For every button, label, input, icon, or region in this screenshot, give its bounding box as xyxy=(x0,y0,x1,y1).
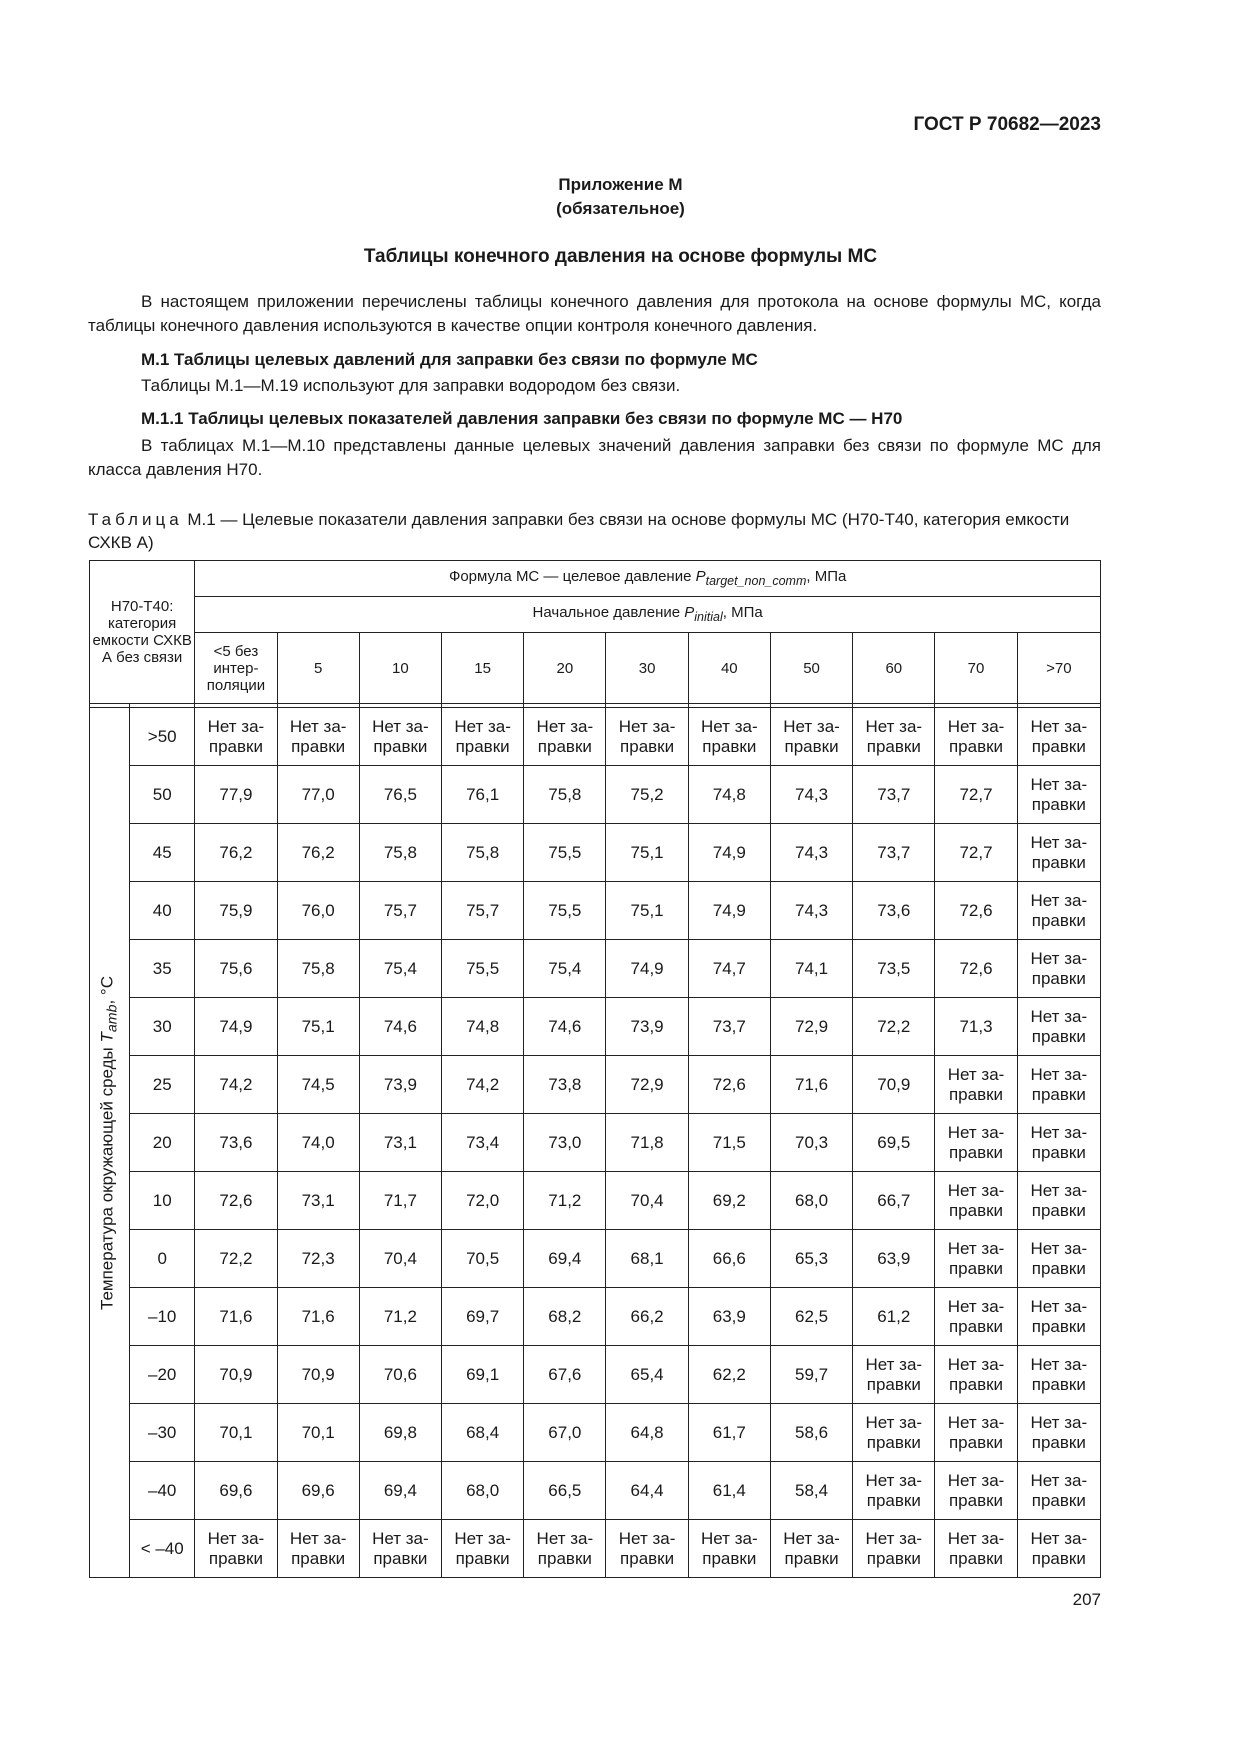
axis-suffix: , °C xyxy=(96,975,116,1005)
table-cell: 66,5 xyxy=(524,1462,606,1520)
table-cell: 70,9 xyxy=(195,1346,277,1404)
table-cell: Нет за-правки xyxy=(935,1462,1017,1520)
table-cell: Нет за-правки xyxy=(277,1520,359,1578)
table-cell: Нет за-правки xyxy=(1017,1462,1100,1520)
table-cell: 72,7 xyxy=(935,766,1017,824)
table-cell: 64,8 xyxy=(606,1404,688,1462)
table-cell: 74,8 xyxy=(442,998,524,1056)
caption-label: Таблица xyxy=(88,510,183,529)
table-cell: 73,9 xyxy=(359,1056,441,1114)
table-cell: Нет за-правки xyxy=(1017,708,1100,766)
table-cell: 66,7 xyxy=(853,1172,935,1230)
table-cell: 69,5 xyxy=(853,1114,935,1172)
row-temperature: 0 xyxy=(130,1230,195,1288)
row-temperature: >50 xyxy=(130,708,195,766)
row-temperature: 35 xyxy=(130,940,195,998)
column-header: <5 без интер-поляции xyxy=(195,633,277,704)
table-cell: 75,7 xyxy=(442,882,524,940)
table-cell: 70,1 xyxy=(195,1404,277,1462)
table-cell: 65,3 xyxy=(770,1230,852,1288)
initial-header-suffix: , МПа xyxy=(722,603,763,621)
table-cell: Нет за-правки xyxy=(770,1520,852,1578)
table-cell: 74,1 xyxy=(770,940,852,998)
table-cell: 70,6 xyxy=(359,1346,441,1404)
table-row xyxy=(90,708,1101,766)
column-header: 60 xyxy=(853,633,935,704)
table-cell: 75,1 xyxy=(606,824,688,882)
table-cell: 73,7 xyxy=(688,998,770,1056)
table-cell: 75,9 xyxy=(195,882,277,940)
table-cell: 71,6 xyxy=(195,1288,277,1346)
table-cell: 62,5 xyxy=(770,1288,852,1346)
table-cell: 68,0 xyxy=(442,1462,524,1520)
table-cell: 76,1 xyxy=(442,766,524,824)
table-cell: 58,6 xyxy=(770,1404,852,1462)
table-row xyxy=(90,1288,1101,1346)
table-cell: Нет за-правки xyxy=(1017,1114,1100,1172)
table-cell: Нет за-правки xyxy=(195,708,277,766)
table-cell: Нет за-правки xyxy=(935,1404,1017,1462)
table-cell: Нет за-правки xyxy=(935,708,1017,766)
column-header: 30 xyxy=(606,633,688,704)
table-cell: 71,2 xyxy=(524,1172,606,1230)
column-header: 70 xyxy=(935,633,1017,704)
table-cell: Нет за-правки xyxy=(935,1346,1017,1404)
table-cell: 71,5 xyxy=(688,1114,770,1172)
table-cell: 62,2 xyxy=(688,1346,770,1404)
section-m11-heading: М.1.1 Таблицы целевых показателей давления заправки без связи по формуле МС — Н70 xyxy=(141,409,903,428)
table-cell: 69,7 xyxy=(442,1288,524,1346)
table-cell: Нет за-правки xyxy=(1017,940,1100,998)
row-temperature: –30 xyxy=(130,1404,195,1462)
table-cell: 75,5 xyxy=(524,882,606,940)
table-cell: Нет за-правки xyxy=(442,708,524,766)
table-row xyxy=(90,1114,1101,1172)
table-cell: 63,9 xyxy=(688,1288,770,1346)
table-cell: 70,9 xyxy=(853,1056,935,1114)
row-temperature: –10 xyxy=(130,1288,195,1346)
table-cell: 75,5 xyxy=(442,940,524,998)
table-row xyxy=(90,998,1101,1056)
table-cell: 72,0 xyxy=(442,1172,524,1230)
column-header: 5 xyxy=(277,633,359,704)
section-m1-text: Таблицы М.1—М.19 используют для заправки водородом без связи. xyxy=(141,376,681,395)
table-cell: 65,4 xyxy=(606,1346,688,1404)
table-cell: 74,5 xyxy=(277,1056,359,1114)
table-cell: 75,7 xyxy=(359,882,441,940)
table-cell: Нет за-правки xyxy=(853,1462,935,1520)
table-cell: 69,4 xyxy=(524,1230,606,1288)
table-cell: 69,6 xyxy=(277,1462,359,1520)
table-row xyxy=(90,824,1101,882)
main-title: Таблицы конечного давления на основе формулы МС xyxy=(363,246,878,267)
table-cell: Нет за-правки xyxy=(1017,1404,1100,1462)
table-cell: 61,2 xyxy=(853,1288,935,1346)
table-cell: 68,2 xyxy=(524,1288,606,1346)
column-header: 20 xyxy=(524,633,606,704)
row-temperature: 50 xyxy=(130,766,195,824)
table-cell: Нет за-правки xyxy=(770,708,852,766)
table-cell: Нет за-правки xyxy=(688,708,770,766)
table-cell: 75,5 xyxy=(524,824,606,882)
table-cell: 69,1 xyxy=(442,1346,524,1404)
row-temperature: 25 xyxy=(130,1056,195,1114)
table-cell: 69,2 xyxy=(688,1172,770,1230)
table-cell: Нет за-правки xyxy=(935,1056,1017,1114)
table-cell: 70,4 xyxy=(359,1230,441,1288)
table-cell: 77,9 xyxy=(195,766,277,824)
table-cell: 75,6 xyxy=(195,940,277,998)
table-cell: Нет за-правки xyxy=(935,1114,1017,1172)
table-cell: 63,9 xyxy=(853,1230,935,1288)
table-cell: Нет за-правки xyxy=(1017,1288,1100,1346)
table-cell: Нет за-правки xyxy=(606,708,688,766)
table-cell: 68,1 xyxy=(606,1230,688,1288)
table-cell: 72,6 xyxy=(935,940,1017,998)
table-cell: 69,6 xyxy=(195,1462,277,1520)
table-cell: Нет за-правки xyxy=(853,1346,935,1404)
table-cell: 72,6 xyxy=(688,1056,770,1114)
table-cell: 76,0 xyxy=(277,882,359,940)
row-temperature: 45 xyxy=(130,824,195,882)
table-cell: 76,2 xyxy=(277,824,359,882)
table-corner-label: Н70-Т40: категория емкости СХКВ А без связи xyxy=(90,561,195,704)
table-cell: 61,4 xyxy=(688,1462,770,1520)
column-header: 50 xyxy=(770,633,852,704)
table-cell: 73,6 xyxy=(853,882,935,940)
table-cell: 74,0 xyxy=(277,1114,359,1172)
table-row xyxy=(90,1520,1101,1578)
table-cell: 70,1 xyxy=(277,1404,359,1462)
temperature-axis-label xyxy=(90,708,130,1578)
table-cell: 70,5 xyxy=(442,1230,524,1288)
table-row xyxy=(90,1172,1101,1230)
table-cell: 69,4 xyxy=(359,1462,441,1520)
table-cell: 73,9 xyxy=(606,998,688,1056)
table-cell: 70,9 xyxy=(277,1346,359,1404)
table-cell: 74,6 xyxy=(359,998,441,1056)
table-cell: 74,9 xyxy=(195,998,277,1056)
table-cell: 73,0 xyxy=(524,1114,606,1172)
table-cell: 74,7 xyxy=(688,940,770,998)
table-cell: Нет за-правки xyxy=(853,708,935,766)
axis-prefix: Температура окружающей среды xyxy=(96,1041,116,1310)
table-cell: 74,3 xyxy=(770,766,852,824)
table-cell: 66,2 xyxy=(606,1288,688,1346)
table-cell: Нет за-правки xyxy=(1017,1346,1100,1404)
table-cell: 64,4 xyxy=(606,1462,688,1520)
column-header: 10 xyxy=(359,633,441,704)
caption-text: М.1 — Целевые показатели давления заправки без связи на основе формулы МС (Н70-Т40, категория емкости СХКВ А) xyxy=(88,510,1070,552)
table-cell: Нет за-правки xyxy=(524,708,606,766)
table-cell: Нет за-правки xyxy=(935,1172,1017,1230)
table-row xyxy=(90,1230,1101,1288)
table-cell: 73,4 xyxy=(442,1114,524,1172)
column-header: 15 xyxy=(442,633,524,704)
table-cell: Нет за-правки xyxy=(1017,882,1100,940)
table-row xyxy=(90,766,1101,824)
table-cell: Нет за-правки xyxy=(1017,766,1100,824)
table-cell: 72,7 xyxy=(935,824,1017,882)
table-cell: 59,7 xyxy=(770,1346,852,1404)
table-cell: 72,6 xyxy=(195,1172,277,1230)
column-header: 40 xyxy=(688,633,770,704)
initial-header-p: P xyxy=(684,603,695,621)
table-cell: 72,9 xyxy=(770,998,852,1056)
table-cell: 71,6 xyxy=(770,1056,852,1114)
table-cell: 74,8 xyxy=(688,766,770,824)
table-cell: 72,9 xyxy=(606,1056,688,1114)
table-cell: 69,8 xyxy=(359,1404,441,1462)
table-cell: 74,3 xyxy=(770,882,852,940)
table-cell: 74,2 xyxy=(442,1056,524,1114)
table-row xyxy=(90,1404,1101,1462)
table-cell: Нет за-правки xyxy=(1017,1056,1100,1114)
table-cell: 71,8 xyxy=(606,1114,688,1172)
initial-pressure-header xyxy=(195,597,1101,633)
table-cell: 73,6 xyxy=(195,1114,277,1172)
table-cell: Нет за-правки xyxy=(359,1520,441,1578)
table-cell: 75,8 xyxy=(524,766,606,824)
table-caption xyxy=(88,508,1101,554)
initial-header-prefix: Начальное давление xyxy=(532,603,685,621)
column-header: >70 xyxy=(1017,633,1100,704)
table-cell: Нет за-правки xyxy=(524,1520,606,1578)
table-cell: 74,6 xyxy=(524,998,606,1056)
formula-header-suffix: , МПа xyxy=(806,567,847,585)
table-cell: Нет за-правки xyxy=(1017,998,1100,1056)
row-temperature: –20 xyxy=(130,1346,195,1404)
table-cell: 72,2 xyxy=(195,1230,277,1288)
initial-header-sub: initial xyxy=(694,609,723,624)
table-cell: Нет за-правки xyxy=(1017,1230,1100,1288)
table-row xyxy=(90,1462,1101,1520)
document-id: ГОСТ Р 70682—2023 xyxy=(913,114,1101,135)
table-cell: 76,2 xyxy=(195,824,277,882)
formula-header-sub: target_non_comm xyxy=(705,573,807,588)
table-cell: Нет за-правки xyxy=(935,1230,1017,1288)
table-cell: Нет за-правки xyxy=(442,1520,524,1578)
table-cell: 75,4 xyxy=(524,940,606,998)
table-cell: 74,9 xyxy=(688,882,770,940)
table-cell: 74,9 xyxy=(606,940,688,998)
table-cell: 72,3 xyxy=(277,1230,359,1288)
row-temperature: < –40 xyxy=(130,1520,195,1578)
table-cell: 75,1 xyxy=(606,882,688,940)
axis-t: T xyxy=(96,1031,116,1042)
table-cell: 61,7 xyxy=(688,1404,770,1462)
row-temperature: –40 xyxy=(130,1462,195,1520)
table-cell: Нет за-правки xyxy=(688,1520,770,1578)
formula-header-p: P xyxy=(695,567,706,585)
table-row xyxy=(90,940,1101,998)
table-cell: 71,6 xyxy=(277,1288,359,1346)
table-cell: 76,5 xyxy=(359,766,441,824)
axis-sub: amb xyxy=(104,1004,121,1032)
table-cell: 73,1 xyxy=(277,1172,359,1230)
table-cell: Нет за-правки xyxy=(935,1520,1017,1578)
appendix-title: Приложение М xyxy=(558,175,683,194)
table-cell: 67,6 xyxy=(524,1346,606,1404)
table-cell: 75,8 xyxy=(359,824,441,882)
table-cell: 68,0 xyxy=(770,1172,852,1230)
table-cell: 72,2 xyxy=(853,998,935,1056)
appendix-subtitle: (обязательное) xyxy=(556,199,685,218)
table-cell: 70,4 xyxy=(606,1172,688,1230)
table-cell: Нет за-правки xyxy=(853,1520,935,1578)
table-cell: 73,8 xyxy=(524,1056,606,1114)
section-m11-text: В таблицах М.1—М.10 представлены данные целевых значений давления заправки без связи по формуле МС для класса давления Н70. xyxy=(88,436,1101,479)
table-cell: Нет за-правки xyxy=(195,1520,277,1578)
table-cell: 73,5 xyxy=(853,940,935,998)
table-cell: 72,6 xyxy=(935,882,1017,940)
table-cell: Нет за-правки xyxy=(606,1520,688,1578)
table-cell: 73,1 xyxy=(359,1114,441,1172)
table-cell: 70,3 xyxy=(770,1114,852,1172)
page-number: 207 xyxy=(1072,1590,1101,1609)
table-cell: Нет за-правки xyxy=(853,1404,935,1462)
table-cell: 68,4 xyxy=(442,1404,524,1462)
section-m1-heading: М.1 Таблицы целевых давлений для заправки без связи по формуле МС xyxy=(141,350,758,369)
table-cell: 74,3 xyxy=(770,824,852,882)
row-temperature: 40 xyxy=(130,882,195,940)
table-cell: Нет за-правки xyxy=(1017,824,1100,882)
table-cell: 67,0 xyxy=(524,1404,606,1462)
table-cell: 75,8 xyxy=(277,940,359,998)
table-cell: Нет за-правки xyxy=(359,708,441,766)
table-cell: 66,6 xyxy=(688,1230,770,1288)
table-row xyxy=(90,882,1101,940)
row-temperature: 30 xyxy=(130,998,195,1056)
table-cell: Нет за-правки xyxy=(277,708,359,766)
table-cell: 73,7 xyxy=(853,824,935,882)
table-cell: 71,7 xyxy=(359,1172,441,1230)
formula-header-prefix: Формула МС — целевое давление xyxy=(448,567,696,585)
table-cell: 58,4 xyxy=(770,1462,852,1520)
table-cell: 74,9 xyxy=(688,824,770,882)
table-row xyxy=(90,1346,1101,1404)
table-cell: 71,2 xyxy=(359,1288,441,1346)
table-cell: 75,2 xyxy=(606,766,688,824)
table-cell: 77,0 xyxy=(277,766,359,824)
table-cell: 71,3 xyxy=(935,998,1017,1056)
table-row xyxy=(90,1056,1101,1114)
table-cell: 75,4 xyxy=(359,940,441,998)
pressure-table xyxy=(89,560,1101,1578)
row-temperature: 10 xyxy=(130,1172,195,1230)
table-cell: 75,8 xyxy=(442,824,524,882)
table-cell: Нет за-правки xyxy=(1017,1172,1100,1230)
intro-paragraph: В настоящем приложении перечислены таблицы конечного давления для протокола на основе формулы МС, когда таблицы конечного давления используются в качестве опции контроля конечного давления. xyxy=(88,292,1101,335)
table-cell: 75,1 xyxy=(277,998,359,1056)
table-cell: 74,2 xyxy=(195,1056,277,1114)
table-cell: 73,7 xyxy=(853,766,935,824)
table-cell: Нет за-правки xyxy=(935,1288,1017,1346)
formula-header xyxy=(195,561,1101,597)
table-cell: Нет за-правки xyxy=(1017,1520,1100,1578)
row-temperature: 20 xyxy=(130,1114,195,1172)
